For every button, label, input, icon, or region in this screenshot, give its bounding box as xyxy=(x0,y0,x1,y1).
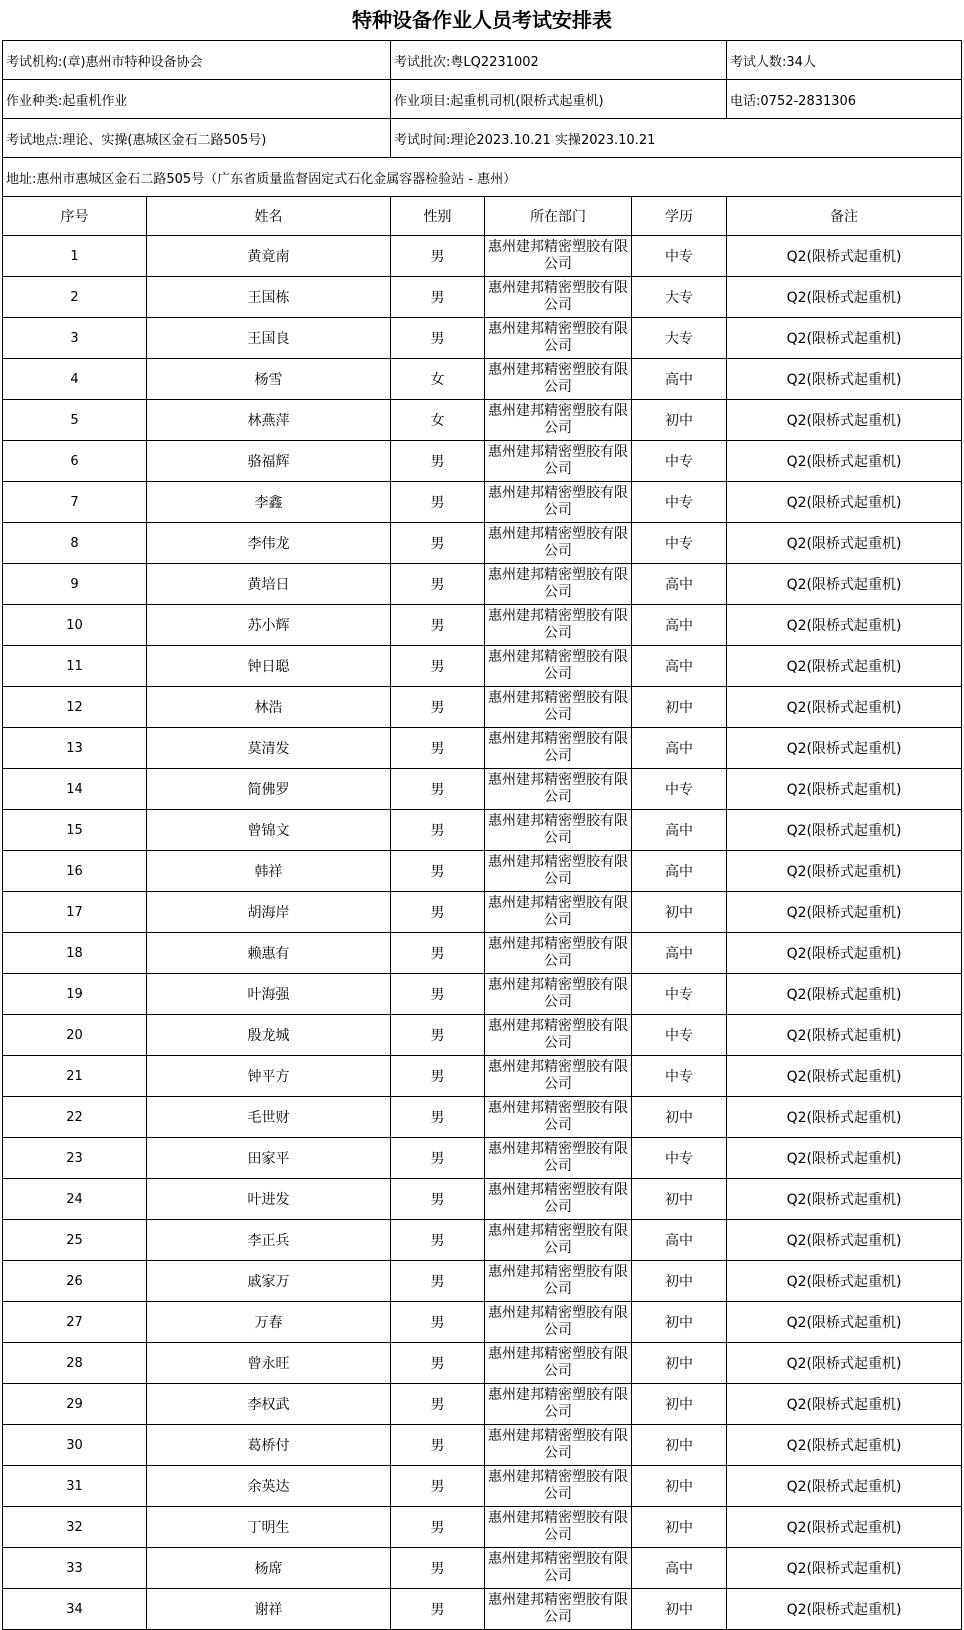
table-row xyxy=(3,1056,962,1097)
cell-name: 林浩 xyxy=(147,687,391,728)
table-row xyxy=(3,728,962,769)
cell-sex: 男 xyxy=(391,523,485,564)
cell-sex: 男 xyxy=(391,564,485,605)
cell-note: Q2(限桥式起重机) xyxy=(727,687,962,728)
cell-dept: 惠州建邦精密塑胶有限公司 xyxy=(485,974,632,1015)
cell-no: 19 xyxy=(3,974,147,1015)
cell-name: 杨雪 xyxy=(147,359,391,400)
exam-address: 地址:惠州市惠城区金石二路505号（广东省质量监督固定式石化金属容器检验站 - 惠州） xyxy=(3,158,962,197)
cell-dept: 惠州建邦精密塑胶有限公司 xyxy=(485,687,632,728)
table-row xyxy=(3,1302,962,1343)
cell-name: 杨席 xyxy=(147,1548,391,1589)
cell-sex: 男 xyxy=(391,1220,485,1261)
cell-no: 24 xyxy=(3,1179,147,1220)
cell-no: 22 xyxy=(3,1097,147,1138)
cell-name: 李正兵 xyxy=(147,1220,391,1261)
col-header-dept: 所在部门 xyxy=(485,197,632,236)
cell-edu: 高中 xyxy=(632,728,727,769)
table-row xyxy=(3,974,962,1015)
cell-no: 30 xyxy=(3,1425,147,1466)
cell-edu: 中专 xyxy=(632,441,727,482)
cell-note: Q2(限桥式起重机) xyxy=(727,1548,962,1589)
cell-no: 18 xyxy=(3,933,147,974)
col-header-name: 姓名 xyxy=(147,197,391,236)
cell-note: Q2(限桥式起重机) xyxy=(727,1343,962,1384)
exam-time: 考试时间:理论2023.10.21 实操2023.10.21 xyxy=(391,119,962,158)
cell-name: 李伟龙 xyxy=(147,523,391,564)
cell-edu: 中专 xyxy=(632,236,727,277)
cell-edu: 高中 xyxy=(632,851,727,892)
table-row xyxy=(3,646,962,687)
table-row xyxy=(3,1220,962,1261)
cell-note: Q2(限桥式起重机) xyxy=(727,523,962,564)
cell-sex: 女 xyxy=(391,400,485,441)
cell-name: 曾永旺 xyxy=(147,1343,391,1384)
page-title: 特种设备作业人员考试安排表 xyxy=(352,8,612,32)
cell-dept: 惠州建邦精密塑胶有限公司 xyxy=(485,277,632,318)
cell-sex: 男 xyxy=(391,605,485,646)
cell-note: Q2(限桥式起重机) xyxy=(727,933,962,974)
cell-note: Q2(限桥式起重机) xyxy=(727,1056,962,1097)
table-row xyxy=(3,1589,962,1630)
cell-note: Q2(限桥式起重机) xyxy=(727,769,962,810)
cell-no: 31 xyxy=(3,1466,147,1507)
cell-name: 曾锦文 xyxy=(147,810,391,851)
table-row xyxy=(3,933,962,974)
cell-edu: 中专 xyxy=(632,769,727,810)
cell-note: Q2(限桥式起重机) xyxy=(727,1425,962,1466)
cell-edu: 中专 xyxy=(632,482,727,523)
cell-no: 32 xyxy=(3,1507,147,1548)
cell-note: Q2(限桥式起重机) xyxy=(727,564,962,605)
cell-name: 钟平方 xyxy=(147,1056,391,1097)
cell-name: 丁明生 xyxy=(147,1507,391,1548)
info-row-4 xyxy=(3,158,962,197)
cell-no: 17 xyxy=(3,892,147,933)
cell-dept: 惠州建邦精密塑胶有限公司 xyxy=(485,1384,632,1425)
cell-no: 11 xyxy=(3,646,147,687)
cell-no: 28 xyxy=(3,1343,147,1384)
cell-no: 5 xyxy=(3,400,147,441)
cell-note: Q2(限桥式起重机) xyxy=(727,1220,962,1261)
cell-dept: 惠州建邦精密塑胶有限公司 xyxy=(485,892,632,933)
cell-sex: 男 xyxy=(391,687,485,728)
cell-name: 田家平 xyxy=(147,1138,391,1179)
cell-name: 简佛罗 xyxy=(147,769,391,810)
info-row-3 xyxy=(3,119,962,158)
table-row xyxy=(3,1466,962,1507)
cell-note: Q2(限桥式起重机) xyxy=(727,646,962,687)
table-row xyxy=(3,359,962,400)
cell-dept: 惠州建邦精密塑胶有限公司 xyxy=(485,1015,632,1056)
cell-no: 33 xyxy=(3,1548,147,1589)
cell-note: Q2(限桥式起重机) xyxy=(727,359,962,400)
cell-dept: 惠州建邦精密塑胶有限公司 xyxy=(485,1261,632,1302)
cell-no: 21 xyxy=(3,1056,147,1097)
cell-edu: 中专 xyxy=(632,1138,727,1179)
cell-edu: 初中 xyxy=(632,1466,727,1507)
cell-edu: 高中 xyxy=(632,1548,727,1589)
exam-batch: 考试批次:粤LQ2231002 xyxy=(391,41,727,80)
cell-edu: 中专 xyxy=(632,974,727,1015)
cell-sex: 男 xyxy=(391,933,485,974)
cell-edu: 初中 xyxy=(632,1425,727,1466)
cell-sex: 男 xyxy=(391,1302,485,1343)
cell-note: Q2(限桥式起重机) xyxy=(727,974,962,1015)
cell-dept: 惠州建邦精密塑胶有限公司 xyxy=(485,728,632,769)
cell-note: Q2(限桥式起重机) xyxy=(727,400,962,441)
cell-no: 8 xyxy=(3,523,147,564)
table-row xyxy=(3,1138,962,1179)
work-item: 作业项目:起重机司机(限桥式起重机) xyxy=(391,80,727,119)
cell-sex: 男 xyxy=(391,1425,485,1466)
table-row xyxy=(3,482,962,523)
cell-no: 10 xyxy=(3,605,147,646)
cell-name: 万春 xyxy=(147,1302,391,1343)
cell-sex: 男 xyxy=(391,441,485,482)
cell-sex: 男 xyxy=(391,1261,485,1302)
cell-dept: 惠州建邦精密塑胶有限公司 xyxy=(485,810,632,851)
cell-no: 14 xyxy=(3,769,147,810)
cell-name: 黄竟南 xyxy=(147,236,391,277)
table-row xyxy=(3,1261,962,1302)
table-row xyxy=(3,892,962,933)
cell-edu: 初中 xyxy=(632,892,727,933)
cell-edu: 中专 xyxy=(632,1015,727,1056)
cell-note: Q2(限桥式起重机) xyxy=(727,810,962,851)
cell-dept: 惠州建邦精密塑胶有限公司 xyxy=(485,769,632,810)
cell-edu: 初中 xyxy=(632,1261,727,1302)
cell-dept: 惠州建邦精密塑胶有限公司 xyxy=(485,482,632,523)
cell-dept: 惠州建邦精密塑胶有限公司 xyxy=(485,1138,632,1179)
cell-note: Q2(限桥式起重机) xyxy=(727,1097,962,1138)
table-header xyxy=(3,197,962,236)
cell-dept: 惠州建邦精密塑胶有限公司 xyxy=(485,851,632,892)
cell-note: Q2(限桥式起重机) xyxy=(727,1302,962,1343)
cell-note: Q2(限桥式起重机) xyxy=(727,1384,962,1425)
cell-sex: 男 xyxy=(391,1466,485,1507)
col-header-sex: 性别 xyxy=(391,197,485,236)
cell-edu: 中专 xyxy=(632,1056,727,1097)
cell-name: 葛桥付 xyxy=(147,1425,391,1466)
cell-no: 6 xyxy=(3,441,147,482)
cell-edu: 高中 xyxy=(632,359,727,400)
cell-name: 叶海强 xyxy=(147,974,391,1015)
exam-place: 考试地点:理论、实操(惠城区金石二路505号) xyxy=(3,119,391,158)
cell-no: 20 xyxy=(3,1015,147,1056)
table-row xyxy=(3,318,962,359)
work-category: 作业种类:起重机作业 xyxy=(3,80,391,119)
cell-note: Q2(限桥式起重机) xyxy=(727,441,962,482)
cell-dept: 惠州建邦精密塑胶有限公司 xyxy=(485,1097,632,1138)
cell-sex: 男 xyxy=(391,810,485,851)
exam-count: 考试人数:34人 xyxy=(727,41,962,80)
cell-dept: 惠州建邦精密塑胶有限公司 xyxy=(485,441,632,482)
table-row xyxy=(3,1179,962,1220)
cell-sex: 男 xyxy=(391,1548,485,1589)
cell-dept: 惠州建邦精密塑胶有限公司 xyxy=(485,1466,632,1507)
cell-edu: 高中 xyxy=(632,605,727,646)
contact-phone: 电话:0752-2831306 xyxy=(727,80,962,119)
cell-note: Q2(限桥式起重机) xyxy=(727,1589,962,1630)
cell-note: Q2(限桥式起重机) xyxy=(727,1179,962,1220)
cell-note: Q2(限桥式起重机) xyxy=(727,1261,962,1302)
cell-no: 2 xyxy=(3,277,147,318)
cell-no: 3 xyxy=(3,318,147,359)
cell-sex: 男 xyxy=(391,1343,485,1384)
table-row xyxy=(3,1425,962,1466)
cell-dept: 惠州建邦精密塑胶有限公司 xyxy=(485,523,632,564)
cell-sex: 男 xyxy=(391,1056,485,1097)
cell-note: Q2(限桥式起重机) xyxy=(727,892,962,933)
cell-name: 谢祥 xyxy=(147,1589,391,1630)
cell-sex: 男 xyxy=(391,1589,485,1630)
cell-edu: 初中 xyxy=(632,1097,727,1138)
cell-edu: 大专 xyxy=(632,318,727,359)
cell-name: 胡海岸 xyxy=(147,892,391,933)
cell-name: 殷龙城 xyxy=(147,1015,391,1056)
cell-edu: 高中 xyxy=(632,933,727,974)
cell-edu: 中专 xyxy=(632,523,727,564)
cell-edu: 初中 xyxy=(632,1302,727,1343)
cell-name: 苏小辉 xyxy=(147,605,391,646)
cell-dept: 惠州建邦精密塑胶有限公司 xyxy=(485,236,632,277)
table-row xyxy=(3,687,962,728)
table-row xyxy=(3,1015,962,1056)
cell-no: 15 xyxy=(3,810,147,851)
cell-name: 李鑫 xyxy=(147,482,391,523)
cell-note: Q2(限桥式起重机) xyxy=(727,728,962,769)
cell-no: 7 xyxy=(3,482,147,523)
cell-sex: 男 xyxy=(391,318,485,359)
cell-no: 12 xyxy=(3,687,147,728)
table-row xyxy=(3,1384,962,1425)
table-row xyxy=(3,277,962,318)
cell-dept: 惠州建邦精密塑胶有限公司 xyxy=(485,1343,632,1384)
cell-sex: 男 xyxy=(391,1138,485,1179)
cell-dept: 惠州建邦精密塑胶有限公司 xyxy=(485,1056,632,1097)
cell-name: 莫清发 xyxy=(147,728,391,769)
table-row xyxy=(3,851,962,892)
cell-dept: 惠州建邦精密塑胶有限公司 xyxy=(485,1425,632,1466)
col-header-edu: 学历 xyxy=(632,197,727,236)
cell-sex: 男 xyxy=(391,1507,485,1548)
cell-note: Q2(限桥式起重机) xyxy=(727,605,962,646)
info-row-1 xyxy=(3,41,962,80)
cell-name: 黄培日 xyxy=(147,564,391,605)
col-header-no: 序号 xyxy=(3,197,147,236)
table-row xyxy=(3,523,962,564)
cell-name: 赖惠有 xyxy=(147,933,391,974)
cell-edu: 高中 xyxy=(632,810,727,851)
cell-dept: 惠州建邦精密塑胶有限公司 xyxy=(485,1548,632,1589)
cell-no: 26 xyxy=(3,1261,147,1302)
cell-no: 9 xyxy=(3,564,147,605)
cell-sex: 男 xyxy=(391,974,485,1015)
cell-note: Q2(限桥式起重机) xyxy=(727,1138,962,1179)
cell-edu: 大专 xyxy=(632,277,727,318)
table-row xyxy=(3,400,962,441)
table-row xyxy=(3,564,962,605)
cell-dept: 惠州建邦精密塑胶有限公司 xyxy=(485,1507,632,1548)
cell-note: Q2(限桥式起重机) xyxy=(727,1507,962,1548)
cell-sex: 男 xyxy=(391,482,485,523)
cell-name: 叶进发 xyxy=(147,1179,391,1220)
cell-sex: 男 xyxy=(391,728,485,769)
cell-note: Q2(限桥式起重机) xyxy=(727,851,962,892)
cell-dept: 惠州建邦精密塑胶有限公司 xyxy=(485,1220,632,1261)
col-header-note: 备注 xyxy=(727,197,962,236)
cell-dept: 惠州建邦精密塑胶有限公司 xyxy=(485,1589,632,1630)
table-row xyxy=(3,769,962,810)
cell-edu: 初中 xyxy=(632,687,727,728)
cell-edu: 初中 xyxy=(632,1343,727,1384)
cell-sex: 男 xyxy=(391,1179,485,1220)
cell-no: 25 xyxy=(3,1220,147,1261)
cell-sex: 男 xyxy=(391,1015,485,1056)
cell-sex: 男 xyxy=(391,892,485,933)
cell-sex: 男 xyxy=(391,1097,485,1138)
cell-name: 毛世财 xyxy=(147,1097,391,1138)
cell-sex: 男 xyxy=(391,1384,485,1425)
cell-name: 骆福辉 xyxy=(147,441,391,482)
cell-name: 韩祥 xyxy=(147,851,391,892)
cell-dept: 惠州建邦精密塑胶有限公司 xyxy=(485,933,632,974)
exam-org: 考试机构:(章)惠州市特种设备协会 xyxy=(3,41,391,80)
cell-dept: 惠州建邦精密塑胶有限公司 xyxy=(485,359,632,400)
table-row xyxy=(3,1548,962,1589)
cell-no: 27 xyxy=(3,1302,147,1343)
table-row xyxy=(3,1097,962,1138)
cell-sex: 男 xyxy=(391,277,485,318)
cell-sex: 男 xyxy=(391,236,485,277)
cell-sex: 男 xyxy=(391,851,485,892)
cell-dept: 惠州建邦精密塑胶有限公司 xyxy=(485,646,632,687)
cell-edu: 初中 xyxy=(632,1179,727,1220)
cell-edu: 初中 xyxy=(632,1507,727,1548)
cell-no: 1 xyxy=(3,236,147,277)
cell-name: 李权武 xyxy=(147,1384,391,1425)
cell-edu: 初中 xyxy=(632,1589,727,1630)
cell-note: Q2(限桥式起重机) xyxy=(727,1466,962,1507)
cell-name: 戚家万 xyxy=(147,1261,391,1302)
table-row xyxy=(3,1507,962,1548)
cell-note: Q2(限桥式起重机) xyxy=(727,1015,962,1056)
cell-sex: 男 xyxy=(391,769,485,810)
cell-no: 16 xyxy=(3,851,147,892)
cell-no: 4 xyxy=(3,359,147,400)
cell-note: Q2(限桥式起重机) xyxy=(727,236,962,277)
cell-dept: 惠州建邦精密塑胶有限公司 xyxy=(485,1302,632,1343)
table-row xyxy=(3,605,962,646)
cell-no: 34 xyxy=(3,1589,147,1630)
cell-dept: 惠州建邦精密塑胶有限公司 xyxy=(485,605,632,646)
cell-name: 余英达 xyxy=(147,1466,391,1507)
cell-sex: 女 xyxy=(391,359,485,400)
cell-edu: 初中 xyxy=(632,1384,727,1425)
cell-dept: 惠州建邦精密塑胶有限公司 xyxy=(485,564,632,605)
cell-dept: 惠州建邦精密塑胶有限公司 xyxy=(485,400,632,441)
exam-table xyxy=(2,40,962,1630)
cell-note: Q2(限桥式起重机) xyxy=(727,318,962,359)
cell-edu: 高中 xyxy=(632,646,727,687)
cell-edu: 高中 xyxy=(632,1220,727,1261)
cell-sex: 男 xyxy=(391,646,485,687)
table-row xyxy=(3,810,962,851)
cell-note: Q2(限桥式起重机) xyxy=(727,277,962,318)
cell-name: 王国栋 xyxy=(147,277,391,318)
cell-name: 林燕萍 xyxy=(147,400,391,441)
table-row xyxy=(3,441,962,482)
cell-note: Q2(限桥式起重机) xyxy=(727,482,962,523)
cell-no: 29 xyxy=(3,1384,147,1425)
cell-name: 钟日聪 xyxy=(147,646,391,687)
cell-edu: 高中 xyxy=(632,564,727,605)
cell-edu: 初中 xyxy=(632,400,727,441)
cell-dept: 惠州建邦精密塑胶有限公司 xyxy=(485,1179,632,1220)
info-row-2 xyxy=(3,80,962,119)
cell-no: 13 xyxy=(3,728,147,769)
table-row xyxy=(3,236,962,277)
table-row xyxy=(3,1343,962,1384)
cell-dept: 惠州建邦精密塑胶有限公司 xyxy=(485,318,632,359)
cell-name: 王国良 xyxy=(147,318,391,359)
cell-no: 23 xyxy=(3,1138,147,1179)
